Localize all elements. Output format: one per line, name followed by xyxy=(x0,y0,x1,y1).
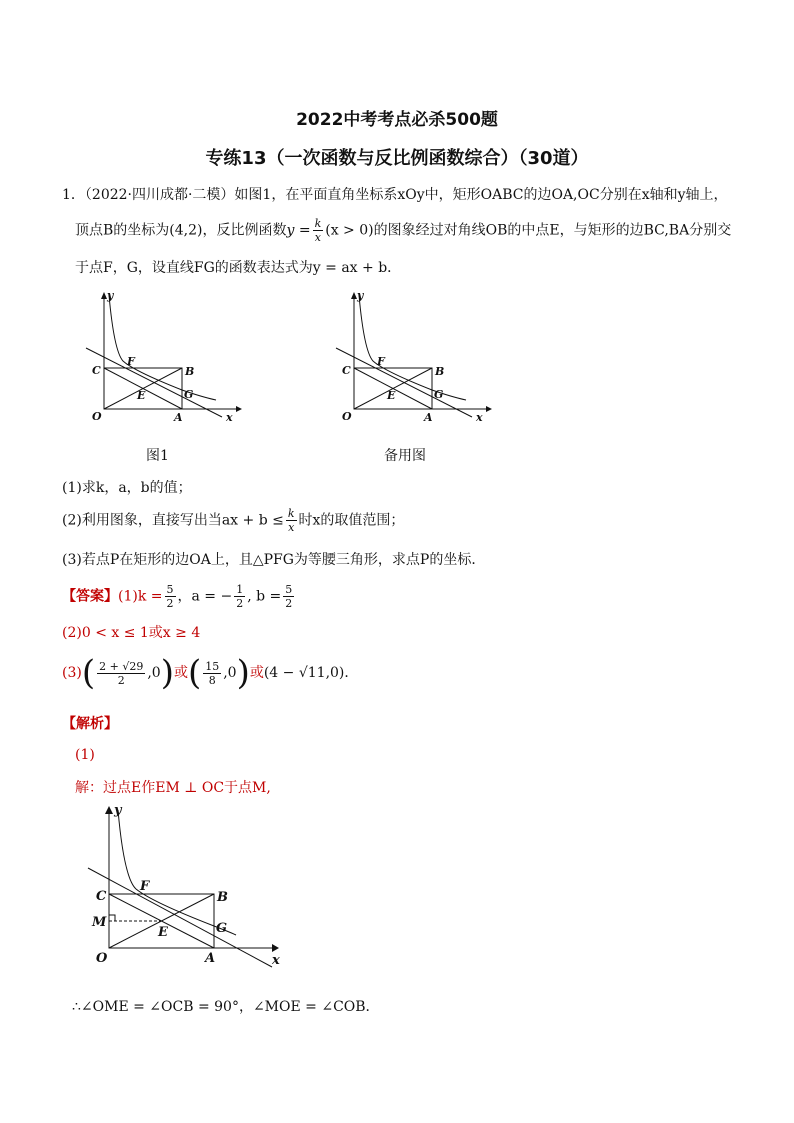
k-value-fraction xyxy=(165,584,176,609)
line-FG xyxy=(86,348,222,417)
question-1: (1)求k，a，b的值； xyxy=(62,480,192,496)
answer-2: (2)0 < x ≤ 1或x ≥ 4 xyxy=(62,625,201,641)
k-value-den: 2 xyxy=(166,597,174,610)
x-denominator: x xyxy=(286,520,297,533)
problem-line-2-end: 的图象经过对角线OB的中点E，与矩形的边BC,BA分别交 xyxy=(373,222,732,239)
p2-den: 8 xyxy=(203,673,221,686)
answer-3-prefix: (3) xyxy=(62,665,82,681)
label-E: E xyxy=(158,925,168,940)
label-A: A xyxy=(205,951,216,966)
analysis-part-1: (1) xyxy=(75,747,95,763)
p1-x-fraction xyxy=(97,661,145,686)
label-y: y xyxy=(357,289,364,302)
or-2: 或 xyxy=(249,665,264,681)
label-G: G xyxy=(216,921,228,936)
p2-x-fraction xyxy=(203,661,221,686)
label-G: G xyxy=(434,388,444,401)
problem-line-3: 于点F，G，设直线FG的函数表达式为y = ax + b． xyxy=(75,260,402,276)
hyperbola-curve xyxy=(359,295,466,400)
k-value-num: 5 xyxy=(166,583,174,596)
label-E: E xyxy=(387,389,396,402)
b-value-num: 5 xyxy=(285,583,293,596)
figure-1 xyxy=(78,287,248,427)
document-subtitle: 专练13（一次函数与反比例函数综合）（30道） xyxy=(205,148,589,169)
p3: (4 − √11,0)． xyxy=(263,665,359,681)
answer-1-b: , b = xyxy=(247,588,282,605)
label-x: x xyxy=(272,953,280,968)
label-F: F xyxy=(140,879,150,894)
problem-line-2-start: 顶点B的坐标为(4,2)，反比例函数 xyxy=(75,222,287,239)
p1-y: ,0 xyxy=(147,665,161,681)
a-value-fraction xyxy=(234,584,245,609)
y-axis-arrow xyxy=(105,806,113,814)
answer-1-a: ，a = − xyxy=(177,588,233,605)
label-F: F xyxy=(127,355,135,368)
a-value-den: 2 xyxy=(236,597,244,610)
label-E: E xyxy=(137,389,146,402)
x-axis-arrow xyxy=(236,406,242,412)
x-axis-arrow xyxy=(272,944,279,952)
k-numerator: k xyxy=(287,507,295,520)
label-A: A xyxy=(424,411,433,424)
right-paren: ) xyxy=(236,653,250,693)
domain-condition: (x > 0) xyxy=(325,222,374,239)
analysis-conclusion: ∴∠OME = ∠OCB = 90°，∠MOE = ∠COB． xyxy=(72,999,380,1015)
x-axis-arrow xyxy=(486,406,492,412)
label-B: B xyxy=(185,365,195,378)
p1-den: 2 xyxy=(97,673,145,686)
label-y: y xyxy=(114,803,122,818)
problem-line-2 xyxy=(75,218,731,243)
x-denominator: x xyxy=(313,230,324,243)
analysis-step-1: 解：过点E作EM ⊥ OC于点M, xyxy=(75,780,271,796)
or-1: 或 xyxy=(173,665,188,681)
label-B: B xyxy=(435,365,445,378)
line-FG xyxy=(88,868,272,967)
label-x: x xyxy=(476,411,483,424)
label-M: M xyxy=(92,915,107,930)
label-C: C xyxy=(96,889,107,904)
b-value-den: 2 xyxy=(285,597,293,610)
p2-num: 15 xyxy=(205,659,220,673)
answer-tag: 【答案】 xyxy=(62,588,118,605)
answer-3 xyxy=(62,653,359,693)
k-over-x-fraction xyxy=(286,508,297,533)
left-paren: ( xyxy=(81,653,96,693)
analysis-tag: 【解析】 xyxy=(62,716,118,732)
answer-1-k: (1)k = xyxy=(118,588,163,605)
right-angle-mark xyxy=(109,915,115,921)
p2-y: ,0 xyxy=(223,665,237,681)
left-paren: ( xyxy=(187,653,202,693)
backup-figure-caption: 备用图 xyxy=(384,448,426,464)
a-value-num: 1 xyxy=(236,583,244,596)
answer-1 xyxy=(62,584,296,609)
problem-line-1: 1．（2022·四川成都·二模）如图1，在平面直角坐标系xOy中，矩形OABC的边OA,OC分别在x轴和y轴上， xyxy=(62,187,728,203)
label-G: G xyxy=(184,388,194,401)
k-numerator: k xyxy=(314,217,322,230)
document-title: 2022中考考点必杀500题 xyxy=(296,110,498,130)
question-3: (3)若点P在矩形的边OA上，且△PFG为等腰三角形，求点P的坐标． xyxy=(62,552,486,568)
question-2-start: (2)利用图象，直接写出当ax + b ≤ xyxy=(62,512,284,529)
label-O: O xyxy=(96,951,108,966)
label-O: O xyxy=(342,410,352,423)
question-2-end: 时x的取值范围； xyxy=(298,512,405,529)
analysis-figure xyxy=(82,802,292,977)
line-FG xyxy=(336,348,472,417)
p1-num: 2 + √29 xyxy=(99,659,144,673)
question-2 xyxy=(62,508,404,533)
backup-figure xyxy=(328,287,498,427)
label-F: F xyxy=(377,355,385,368)
label-x: x xyxy=(226,411,233,424)
function-y: y = xyxy=(286,222,311,239)
label-O: O xyxy=(92,410,102,423)
label-B: B xyxy=(217,890,228,905)
label-y: y xyxy=(107,289,114,302)
label-C: C xyxy=(342,364,351,377)
label-C: C xyxy=(92,364,101,377)
hyperbola-curve xyxy=(109,295,216,400)
figure-1-caption: 图1 xyxy=(146,448,169,464)
label-A: A xyxy=(174,411,183,424)
k-over-x-fraction xyxy=(313,218,324,243)
right-paren: ) xyxy=(160,653,174,693)
b-value-fraction xyxy=(283,584,294,609)
